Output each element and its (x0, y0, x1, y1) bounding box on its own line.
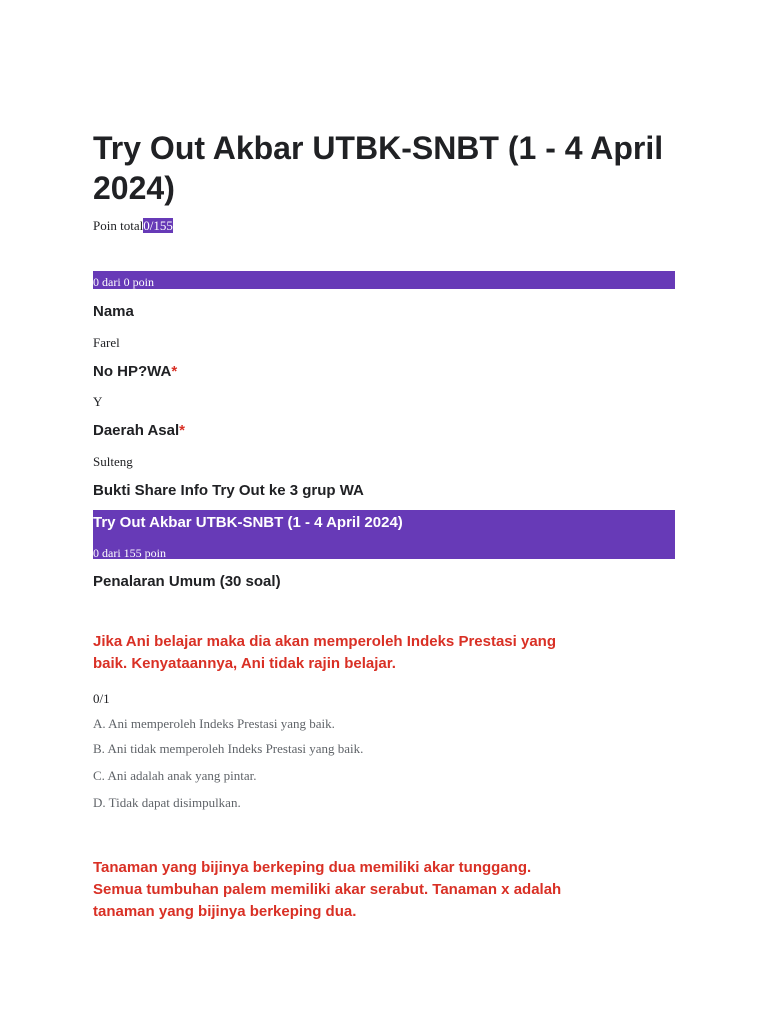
poin-total-label: Poin total (93, 218, 144, 233)
question-1-option-c[interactable]: C. Ani adalah anak yang pintar. (93, 768, 257, 783)
field-label-text: No HP?WA (93, 363, 172, 380)
question-line: baik. Kenyataannya, Ani tidak rajin belajar. (93, 655, 396, 672)
form-title: Try Out Akbar UTBK-SNBT (1 - 4 April 2024) (93, 130, 664, 206)
section2-header-bar (93, 510, 675, 559)
section2-title: Try Out Akbar UTBK-SNBT (1 - 4 April 2024) (93, 514, 403, 531)
section-points: 0 dari 0 poin (93, 275, 154, 289)
question-1-option-b[interactable]: B. Ani tidak memperoleh Indeks Prestasi yang baik. (93, 741, 364, 756)
required-asterisk: * (171, 363, 178, 380)
question-1-option-a[interactable]: A. Ani memperoleh Indeks Prestasi yang baik. (93, 716, 335, 731)
question-1-option-d[interactable]: D. Tidak dapat disimpulkan. (93, 795, 241, 810)
question-1-score: 0/1 (93, 691, 110, 706)
poin-total-badge: 0/155 (143, 218, 173, 233)
poin-total (93, 218, 173, 234)
section2-subheading: Penalaran Umum (30 soal) (93, 573, 281, 590)
required-asterisk: * (179, 422, 185, 439)
question-line: tanaman yang bijinya berkeping dua. (93, 903, 357, 920)
field-label-no-hp (93, 363, 177, 381)
question-2-text (93, 857, 683, 923)
field-label-nama (93, 303, 134, 321)
field-label-text: Bukti Share Info Try Out ke 3 grup WA (93, 482, 364, 499)
field-answer-daerah-asal: Sulteng (93, 454, 133, 469)
question-line: Semua tumbuhan palem memiliki akar serabut. Tanaman x adalah (93, 881, 562, 898)
question-line: Jika Ani belajar maka dia akan memperoleh Indeks Prestasi yang (93, 633, 556, 650)
question-line: Tanaman yang bijinya berkeping dua memiliki akar tunggang. (93, 859, 532, 876)
field-answer-nama: Farel (93, 335, 120, 350)
field-label-bukti-share (93, 482, 364, 500)
field-label-text: Daerah Asal (93, 422, 180, 439)
field-answer-no-hp: Y (93, 394, 103, 409)
field-label-daerah-asal (93, 422, 185, 440)
question-1-text (93, 631, 683, 675)
field-label-text: Nama (93, 303, 134, 320)
section-header-bar (93, 271, 675, 289)
section2-points: 0 dari 155 poin (93, 546, 166, 560)
